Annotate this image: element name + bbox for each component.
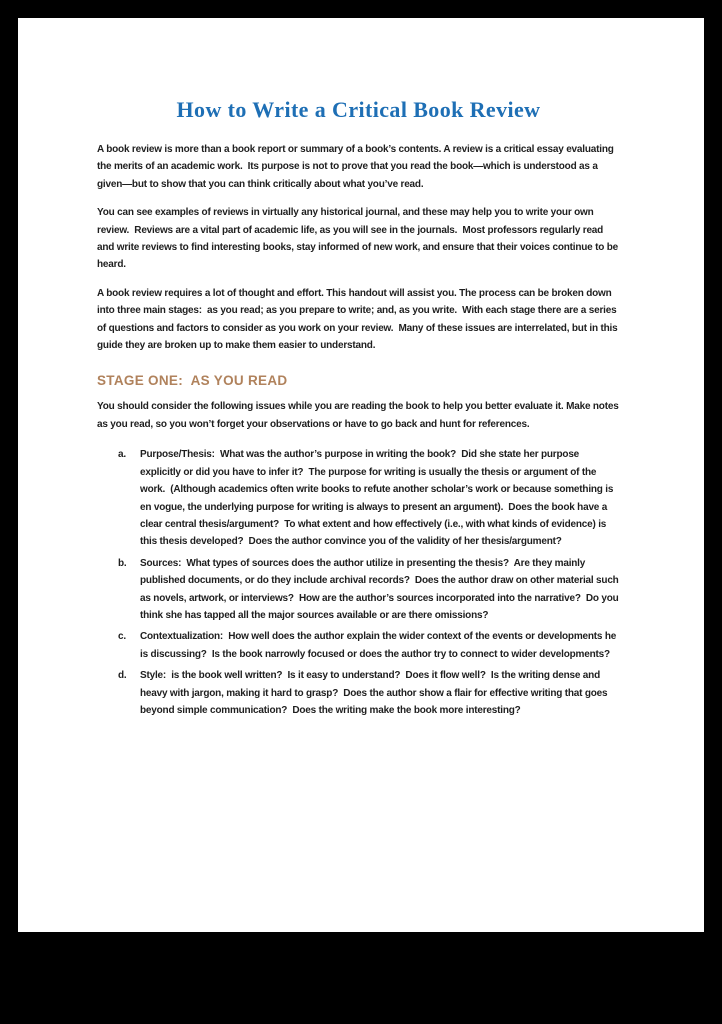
intro-paragraph-3: A book review requires a lot of thought and effort. This handout will assist you. The process can be broken down into three main stages: as you read; as you prepare to write; and, as you write. With each stage there are a series of questions and factors to consider as you work on your review. Many of these issues are interrelated, but in this guide they are broken up to make them easier to understand.: [97, 287, 621, 352]
document-title: How to Write a Critical Book Review: [176, 97, 541, 122]
document-page: [18, 18, 704, 932]
section-heading-stage-one: STAGE ONE: AS YOU READ: [97, 373, 288, 389]
list-item-text-purpose-thesis: Purpose/Thesis: What was the author’s purpose in writing the book? Did she state her purpose explicitly or did you have to infer it? The purpose for writing is usually the thesis or argument of the work. (Although academics often write books to refute another scholar’s work or because something is en vogue, the underlying purpose for writing is always to present an argument). Does the book have a clear central thesis/argument? To what extent and how effectively (i.e., with what kinds of evidence) is this thesis developed? Does the author convince you of the validity of her thesis/argument?: [140, 449, 616, 548]
list-item-text-sources: Sources: What types of sources does the author utilize in presenting the thesis? Are they mainly published documents, or do they include archival records? Does the author draw on other material such as novels, artwork, or interviews? How are the author’s sources incorporated into the narrative? Do you think she has tapped all the major sources available or are there omissions?: [140, 557, 622, 621]
list-marker-d: d.: [118, 670, 127, 682]
section-intro-paragraph: You should consider the following issues while you are reading the book to help you better evaluate it. Make notes as you read, so you won’t forget your observations or have to go back and hunt for references.: [97, 401, 622, 430]
document-content: [18, 18, 704, 719]
reading-questions-list: [97, 446, 620, 719]
list-marker-c: c.: [118, 631, 126, 643]
list-marker-b: b.: [118, 557, 127, 569]
list-item-sources: [118, 555, 620, 625]
list-item-contextualization: [118, 628, 620, 663]
list-item-purpose-thesis: [118, 446, 620, 550]
list-marker-a: a.: [118, 449, 126, 461]
list-item-text-contextualization: Contextualization: How well does the author explain the wider context of the events or developments he is discussing? Is the book narrowly focused or does the author try to connect to wider developments?: [140, 631, 619, 660]
list-item-style: [118, 667, 620, 719]
list-item-text-style: Style: is the book well written? Is it easy to understand? Does it flow well? Is the writing dense and heavy with jargon, making it hard to grasp? Does the author show a flair for effective writing that goes beyond simple communication? Does the writing make the book more interesting?: [140, 670, 611, 716]
intro-paragraph-2: You can see examples of reviews in virtually any historical journal, and these may help you to write your own review. Reviews are a vital part of academic life, as you will see in the journals. Most professors regularly read and write reviews to find interesting books, stay informed of new work, and ensure that their voices continue to be heard.: [97, 207, 621, 271]
intro-paragraph-1: A book review is more than a book report or summary of a book’s contents. A review is a critical essay evaluating the merits of an academic work. Its purpose is not to prove that you read the book—which is understood as a given—but to show that you can think critically about what you’ve read.: [97, 144, 617, 190]
